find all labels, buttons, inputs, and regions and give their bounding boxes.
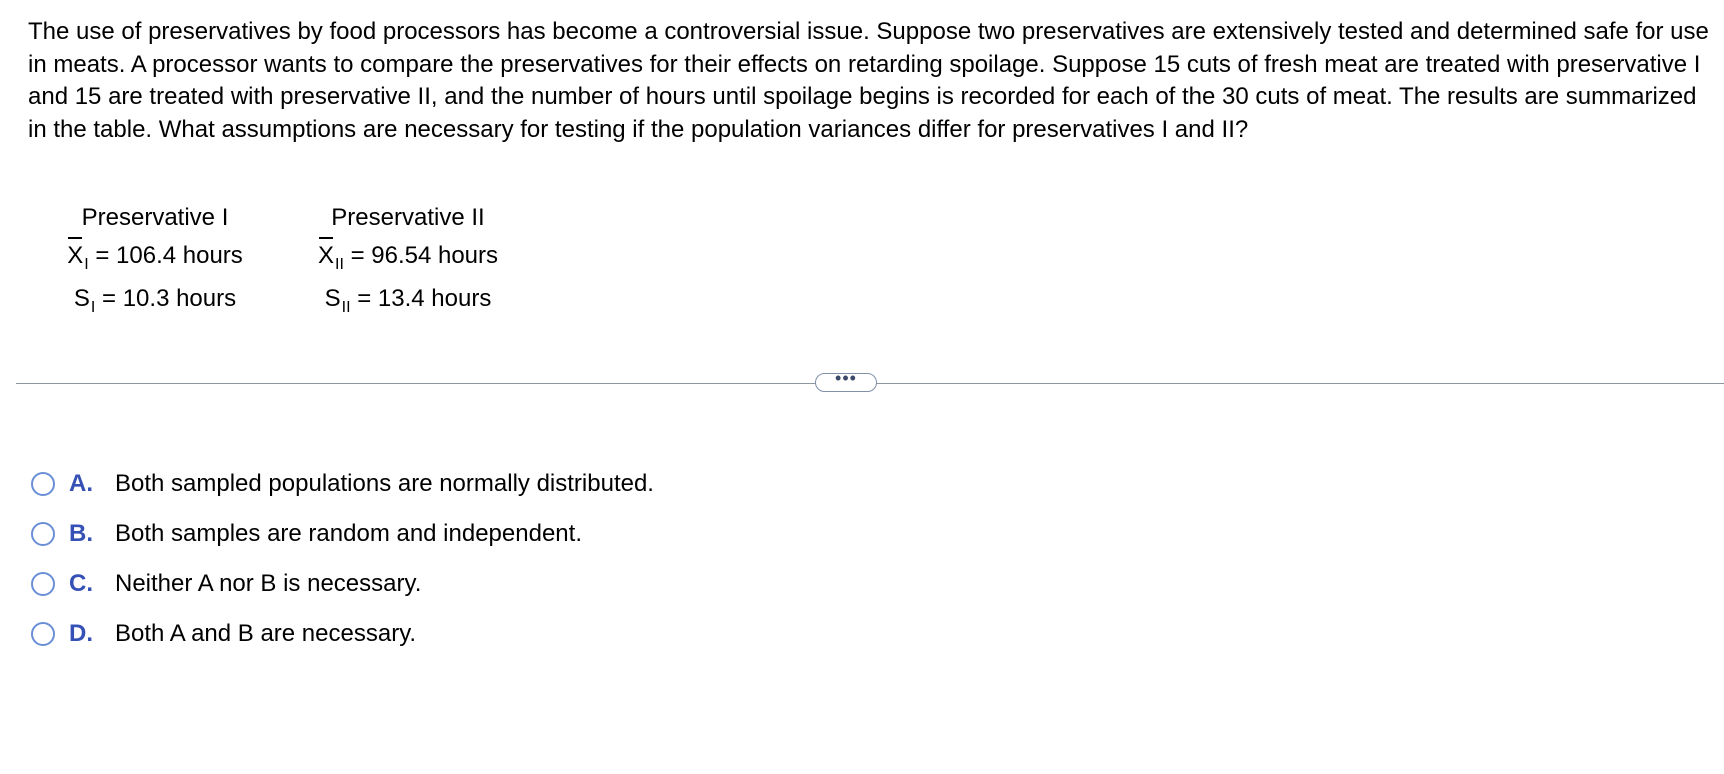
mean-row <box>50 236 260 279</box>
sd-row <box>50 279 260 322</box>
mean-symbol: X <box>67 236 83 276</box>
question-text: The use of preservatives by food processors has become a controversial issue. Suppose two preservatives are extensively tested and determined safe for use in meats. A processor wants to compare the preservatives for their effects on retarding spoilage. Suppose 15 cuts of fresh meat are treated with preservative I and 15 are treated with preservative II, and the number of hours until spoilage begins is recorded for each of the 30 cuts of meat. The results are summarized in the table. What assumptions are necessary for testing if the population variances differ for preservatives I and II? <box>28 18 1709 143</box>
sd-symbol: S <box>73 285 90 312</box>
mean-symbol: X <box>318 236 334 276</box>
option-letter: B. <box>69 520 93 547</box>
option-text: Both samples are random and independent. <box>115 520 582 547</box>
sd-value: = 13.4 hours <box>357 285 492 312</box>
radio-button[interactable] <box>31 572 55 596</box>
option-d[interactable] <box>31 609 654 659</box>
mean-subscript: I <box>84 256 89 273</box>
option-letter: C. <box>69 570 93 597</box>
mean-value: = 96.54 hours <box>350 242 499 269</box>
option-letter: A. <box>69 470 93 497</box>
column-header: Preservative I <box>81 204 229 231</box>
option-text: Neither A nor B is necessary. <box>115 570 422 597</box>
option-text: Both A and B are necessary. <box>115 620 417 647</box>
more-button[interactable]: ••• <box>815 373 877 392</box>
option-a[interactable] <box>31 459 654 509</box>
sd-symbol: S <box>324 285 341 312</box>
column-header: Preservative II <box>331 204 485 231</box>
radio-button[interactable] <box>31 622 55 646</box>
option-letter: D. <box>69 620 93 647</box>
sd-value: = 10.3 hours <box>102 285 237 312</box>
mean-row <box>293 236 523 279</box>
option-text: Both sampled populations are normally distributed. <box>115 470 654 497</box>
table-column-preservative-2 <box>293 200 523 322</box>
sd-row <box>293 279 523 322</box>
option-b[interactable] <box>31 509 654 559</box>
sd-subscript: I <box>90 299 96 316</box>
radio-button[interactable] <box>31 472 55 496</box>
option-c[interactable] <box>31 559 654 609</box>
table-column-preservative-1 <box>50 200 260 322</box>
answer-options <box>31 459 654 659</box>
mean-subscript: II <box>335 256 344 273</box>
mean-value: = 106.4 hours <box>95 242 243 269</box>
radio-button[interactable] <box>31 522 55 546</box>
sd-subscript: II <box>341 299 351 316</box>
